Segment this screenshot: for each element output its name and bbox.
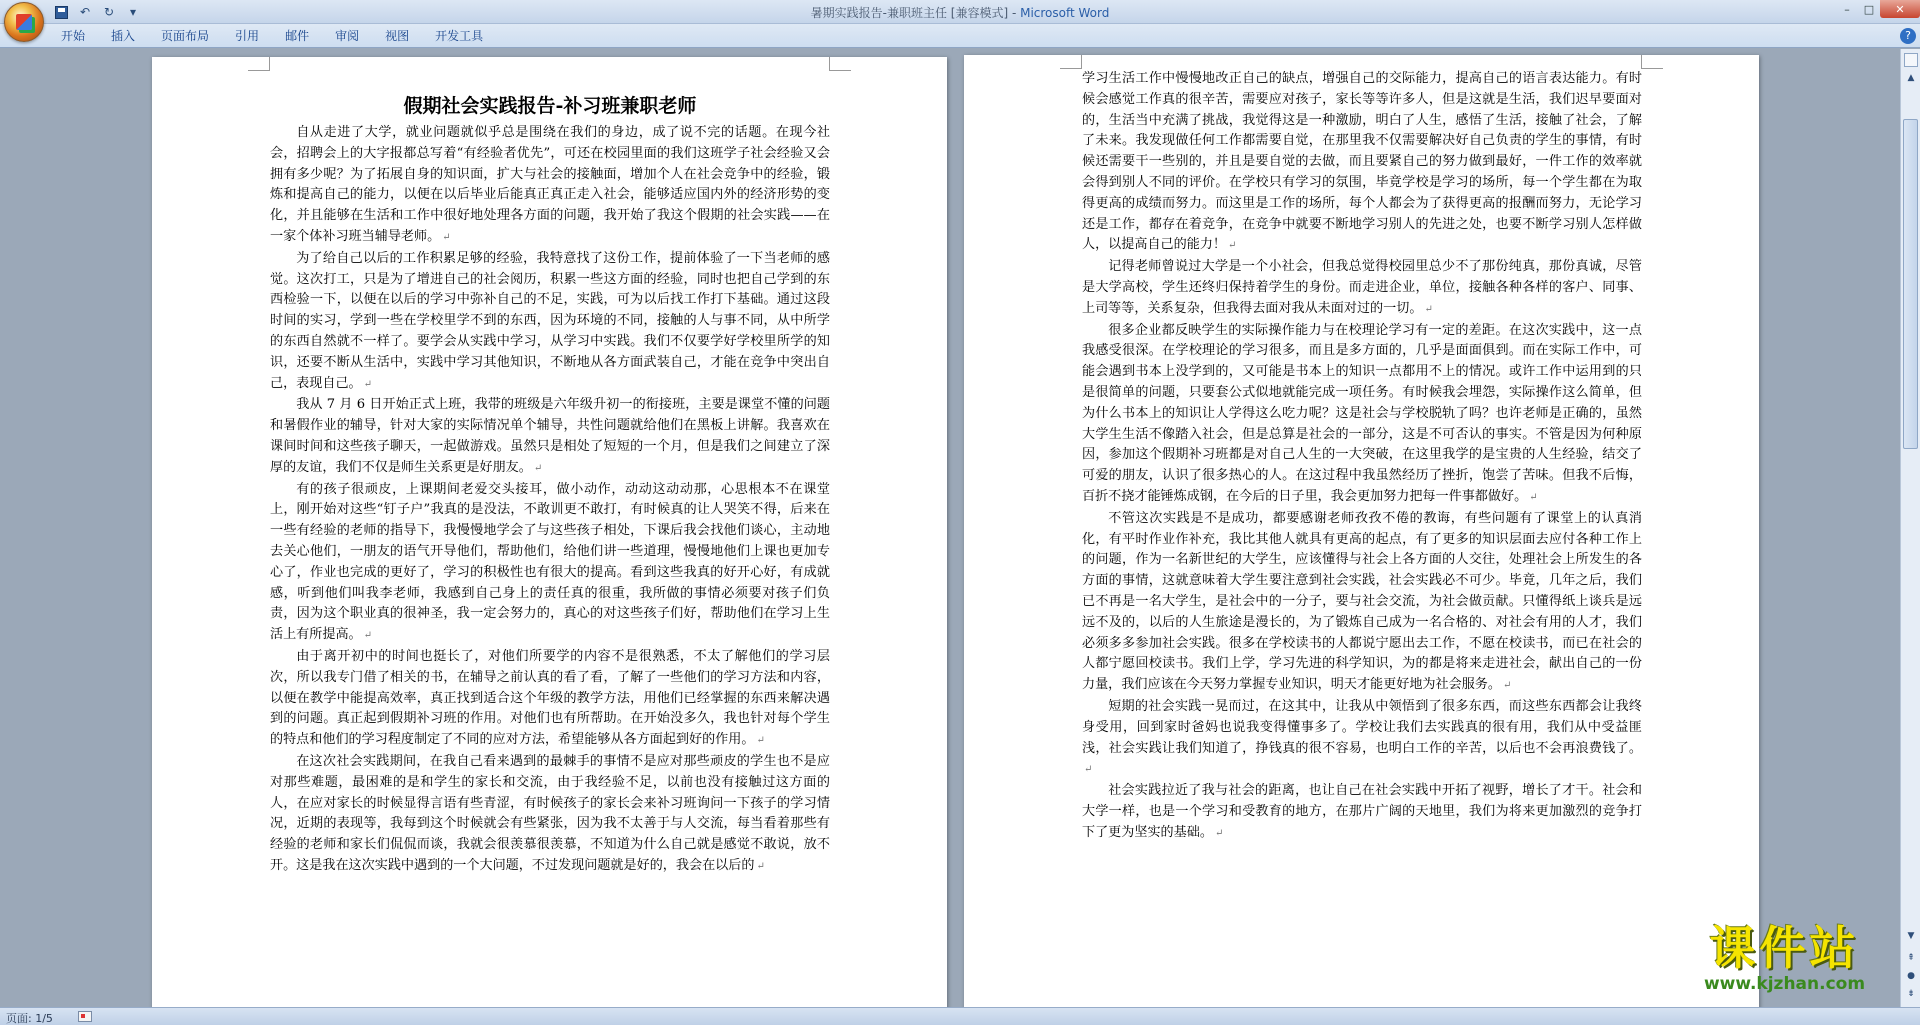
logo-name: 课件站 xyxy=(1709,921,1860,975)
paragraph[interactable]: 自从走进了大学，就业问题就似乎总是围绕在我们的身边，成了说不完的话题。在现今社会，招聘会上的大字报都总写着“有经验者优先”，可还在校园里面的我们这班学子社会经验又会拥有多少呢？为了拓展自身的知识面，扩大与社会的接触面，增加个人在社会竞争中的经验，锻炼和提高自己的能力，以便在以后毕业后能真正真正走入社会，能够适应国内外的经济形势的变化，并且能够在生活和工作中很好地处理各方面的问题，我开始了我这个假期的社会实践——在一家个体补习班当辅导老师。 ↵ xyxy=(270,123,830,249)
tab-references[interactable]: 引用 xyxy=(235,29,260,43)
paragraph[interactable]: 不管这次实践是不是成功，都要感谢老师孜孜不倦的教诲，有些问题有了课堂上的认真消化，有平时作业作补充，我比其他人就具有更高的起点，有了更多的知识层面去应付各种工作上的问题，作为一名新世纪的大学生，应该懂得与社会上各方面的人交往，处理社会上所发生的各方面的事情，这就意味着大学生要注意到社会实践，社会实践必不可少。毕竟，几年之后，我们已不再是一名大学生，是社会中的一分子，要与社会交流，为社会做贡献。只懂得纸上谈兵是远远不及的，以后的人生旅途是漫长的，为了锻炼自己成为一名合格的、对社会有用的人才，我们必须多多参加社会实践。很多在学校读书的人都说宁愿出去工作，不愿在校读书，而已在社会的人都宁愿回校读书。我们上学，学习先进的科学知识，为的都是将来走进社会，献出自己的一份力量，我们应该在今天努力掌握专业知识，明天才能更好地为社会服务。 ↵ xyxy=(1082,509,1642,697)
help-icon[interactable]: ? xyxy=(1900,28,1916,44)
scroll-down-icon[interactable]: ▼ xyxy=(1907,931,1915,941)
redo-button[interactable]: ↻ xyxy=(103,5,115,19)
next-page-icon[interactable]: ⇟ xyxy=(1907,989,1915,999)
logo-url: www.kjzhan.com xyxy=(1703,974,1866,994)
view-ruler-button[interactable] xyxy=(1904,53,1918,67)
close-button[interactable]: ✕ xyxy=(1880,0,1920,18)
page-count-status[interactable]: 页面: 1/5 xyxy=(6,1012,53,1025)
paragraph[interactable]: 很多企业都反映学生的实际操作能力与在校理论学习有一定的差距。在这次实践中，这一点我感受很深。在学校理论的学习很多，而且是多方面的，几乎是面面俱到。而在实际工作中，可能会遇到书本上没学到的，又可能是书本上的知识一点都用不上的情况。或许工作中运用到的只是很简单的问题，只要套公式似地就能完成一项任务。有时候我会埋怨，实际操作这么简单，但为什么书本上的知识让人学得这么吃力呢？这是社会与学校脱轨了吗？也许老师是正确的，虽然大学生生活不像踏入社会，但是总算是社会的一部分，这是不可否认的事实。不管是因为何种原因，参加这个假期补习班都是对自己人生的一大突破，在这里我学的是宝贵的人生经验，结交了可爱的朋友，认识了很多热心的人。在这过程中我虽然经历了挫折，饱尝了苦味。但我不后悔，百折不挠才能锤炼成钢，在今后的日子里，我会更加努力把每一件事都做好。 ↵ xyxy=(1082,321,1642,509)
maximize-button[interactable]: □ xyxy=(1863,2,1875,16)
paragraph[interactable]: 学习生活工作中慢慢地改正自己的缺点，增强自己的交际能力，提高自己的语言表达能力。有时候会感觉工作真的很辛苦，需要应对孩子，家长等等许多人，但是这就是生活，我们迟早要面对的，生活当中充满了挑战，我觉得这是一种激励，明白了人生，感悟了生活，接触了社会，了解了未来。我发现做任何工作都需要自觉，在那里我不仅需要解决好自己负责的学生的事情，有时候还需要干一些别的，并且是要自觉的去做，而且要紧自己的努力做到最好，一件工作的效率就会得到别人不同的评价。在学校只有学习的氛围，毕竟学校是学习的场所，每一个学生都在为取得更高的成绩而努力。而这里是工作的场所，每个人都会为了获得更高的报酬而努力，无论学习还是工作，都存在着竞争，在竞争中就要不断地学习别人的先进之处，也要不断学习别人怎样做人，以提高自己的能力！ ↵ xyxy=(1082,69,1642,257)
tab-review[interactable]: 审阅 xyxy=(335,29,360,43)
tab-home[interactable]: 开始 xyxy=(61,29,86,43)
app-name: Microsoft Word xyxy=(1020,6,1110,20)
page-1-text[interactable] xyxy=(270,123,830,878)
scrollbar-thumb[interactable] xyxy=(1903,119,1918,449)
watermark-logo xyxy=(1677,922,1892,1000)
tab-view[interactable]: 视图 xyxy=(385,29,410,43)
tab-insert[interactable]: 插入 xyxy=(111,29,136,43)
tab-mailings[interactable]: 邮件 xyxy=(285,29,310,43)
page-2-text[interactable] xyxy=(1082,69,1642,844)
vertical-scrollbar[interactable] xyxy=(1900,49,1920,1007)
document-title[interactable]: 假期社会实践报告-补习班兼职老师 xyxy=(403,95,697,117)
paragraph[interactable]: 我从 7 月 6 日开始正式上班，我带的班级是六年级升初一的衔接班，主要是课堂不懂的问题和暑假作业的辅导，针对大家的实际情况单个辅导，共性问题就给他们在黑板上讲解。我喜欢在课间时间和这些孩子聊天，一起做游戏。虽然只是相处了短短的一个月，但是我们之间建立了深厚的友谊，我们不仅是师生关系更是好朋友。 ↵ xyxy=(270,395,830,479)
tab-page-layout[interactable]: 页面布局 xyxy=(161,29,210,43)
paragraph[interactable]: 记得老师曾说过大学是一个小社会，但我总觉得校园里总少不了那份纯真，那份真诚，尽管是大学高校，学生还终归保持着学生的身份。而走进企业，单位，接触各种各样的客户、同事、上司等等，关系复杂，但我得去面对我从未面对过的一切。 ↵ xyxy=(1082,257,1642,320)
scroll-up-icon[interactable]: ▲ xyxy=(1907,73,1915,83)
tab-list xyxy=(48,24,496,48)
tab-developer[interactable]: 开发工具 xyxy=(435,29,484,43)
office-button[interactable] xyxy=(4,2,44,42)
paragraph[interactable]: 社会实践拉近了我与社会的距离，也让自己在社会实践中开拓了视野，增长了才干。社会和大学一样，也是一个学习和受教育的地方，在那片广阔的天地里，我们为将来更加激烈的竞争打下了更为坚实的基础。 ↵ xyxy=(1082,781,1642,844)
undo-button[interactable]: ↶ xyxy=(79,5,91,19)
minimize-button[interactable]: – xyxy=(1844,2,1850,16)
paragraph[interactable]: 为了给自己以后的工作积累足够的经验，我特意找了这份工作，提前体验了一下当老师的感觉。这次打工，只是为了增进自己的社会阅历，积累一些这方面的经验，同时也把自己学到的东西检验一下，以便在以后的学习中弥补自己的不足，实践，可为以后找工作打下基础。通过这段时间的实习，学到一些在学校里学不到的东西，因为环境的不同，接触的人与事不同，从中所学的东西自然就不一样了。要学会从实践中学习，从学习中实践。我们不仅要学好学校里所学的知识，还要不断从生活中，实践中学习其他知识，不断地从各方面武装自己，才能在竞争中突出自己，表现自己。 ↵ xyxy=(270,249,830,396)
window-title xyxy=(0,4,1920,21)
proofing-status-icon[interactable] xyxy=(78,1011,92,1022)
margin-corner-mark xyxy=(1641,55,1663,69)
margin-corner-mark xyxy=(248,57,270,71)
document-name: 暑期实践报告-兼职班主任 [兼容模式] - xyxy=(810,6,1021,20)
ribbon-tabs xyxy=(0,24,1920,48)
customize-qat-button[interactable]: ▾ xyxy=(129,5,137,19)
margin-corner-mark xyxy=(1060,55,1082,69)
paragraph[interactable]: 短期的社会实践一晃而过，在这其中，让我从中领悟到了很多东西，而这些东西都会让我终身受用，回到家时爸妈也说我变得懂事多了。学校让我们去实践真的很有用，我们从中受益匪浅，社会实践让我们知道了，挣钱真的很不容易，也明白工作的辛苦，以后也不会再浪费钱了。 ↵ xyxy=(1082,697,1642,781)
document-area[interactable] xyxy=(0,49,1900,1007)
page-1[interactable] xyxy=(152,57,947,1007)
title-bar xyxy=(0,0,1920,24)
previous-page-icon[interactable]: ⇞ xyxy=(1907,953,1915,963)
browse-object-icon[interactable]: ● xyxy=(1907,971,1915,981)
status-bar xyxy=(0,1007,1920,1025)
window-controls xyxy=(1836,0,1920,18)
margin-corner-mark xyxy=(829,57,851,71)
paragraph[interactable]: 有的孩子很顽皮，上课期间老爱交头接耳，做小动作，动动这动动那，心思根本不在课堂上，刚开始对这些“钉子户”我真的是没法，不敢训更不敢打，有时候真的让人哭笑不得，后来在一些有经验的老师的指导下，我慢慢地学会了与这些孩子相处，下课后我会找他们谈心，主动地去关心他们，一朋友的语气开导他们，帮助他们，给他们讲一些道理，慢慢地他们上课也更加专心了，作业也完成的更好了，学习的积极性也有很大的提高。看到这些我真的好开心好，有成就感，听到他们叫我李老师，我感到自己身上的责任真的很重，我所做的事情必须要对孩子们负责，因为这个职业真的很神圣，我一定会努力的，真心的对这些孩子们好，帮助他们在学习上生活上有所提高。 ↵ xyxy=(270,480,830,647)
page-2[interactable] xyxy=(964,55,1759,1007)
paragraph[interactable]: 由于离开初中的时间也挺长了，对他们所要学的内容不是很熟悉，不太了解他们的学习层次，所以我专门借了相关的书，在辅导之前认真的看了看，了解了一些他们的学习方法和内容，以便在教学中能提高效率，真正找到适合这个年级的教学方法，用他们已经掌握的东西来解决遇到的问题。真正起到假期补习班的作用。对他们也有所帮助。在开始没多久，我也针对每个学生的特点和他们的学习程度制定了不同的应对方法，希望能够从各方面起到好的作用。 ↵ xyxy=(270,647,830,752)
paragraph[interactable]: 在这次社会实践期间，在我自己看来遇到的最棘手的事情不是应对那些顽皮的学生也不是应对那些难题，最困难的是和学生的家长和交流，由于我经验不足，以前也没有接触过这方面的人，在应对家长的时候显得言语有些青涩，有时候孩子的家长会来补习班询问一下孩子的学习情况，近期的表现等，我每到这个时候就会有些紧张，因为我不太善于与人交流，每当看着那些有经验的老师和家长们侃侃而谈，我就会很羡慕很羡慕，不知道为什么自己就是感觉不敢说，放不开。这是我在这次实践中遇到的一个大问题，不过发现问题就是好的，我会在以后的 ↵ xyxy=(270,752,830,878)
